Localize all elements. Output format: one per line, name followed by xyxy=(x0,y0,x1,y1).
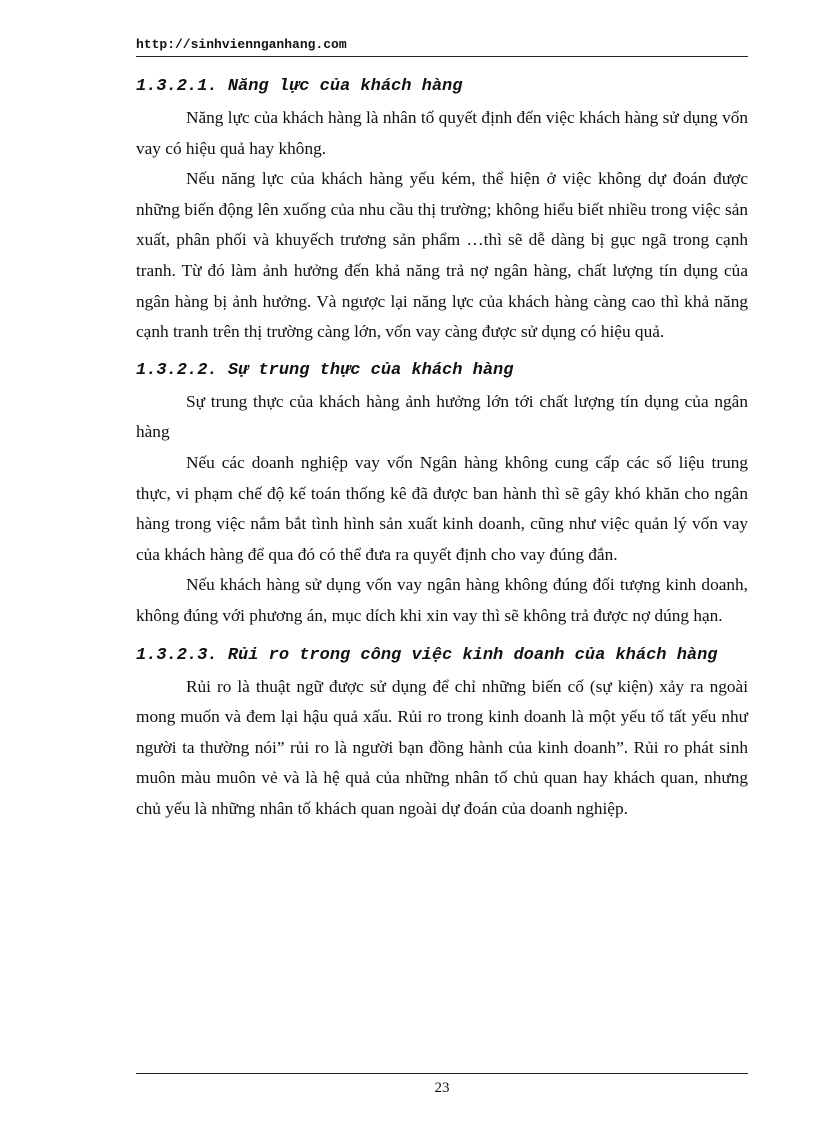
paragraph: Rủi ro là thuật ngữ được sử dụng để chỉ những biến cố (sự kiện) xảy ra ngoài mong muốn và đem lại hậu quả xấu. Rủi ro trong kinh doanh là một yếu tố tất yếu như người ta thường nói” rủi ro là người bạn đồng hành của kinh doanh”. Rủi ro phát sinh muôn màu muôn vẻ và là hệ quả của những nhân tố chủ quan hay khách quan, nhưng chủ yếu là những nhân tố khách quan ngoài dự đoán của doanh nghiệp. xyxy=(136,676,748,818)
section-heading-nang-luc: 1.3.2.1. Năng lực của khách hàng xyxy=(136,77,463,96)
page-number: 23 xyxy=(434,1080,450,1096)
footer-divider xyxy=(136,1073,748,1074)
section-heading-rui-ro: 1.3.2.3. Rủi ro trong công việc kinh doanh của khách hàng xyxy=(136,645,718,665)
paragraph: Sự trung thực của khách hàng ảnh hưởng lớn tới chất lượng tín dụng của ngân hàng xyxy=(136,391,748,442)
header-url: http://sinhviennganhang.com xyxy=(136,37,347,52)
paragraph: Nếu năng lực của khách hàng yếu kém, thể hiện ở việc không dự đoán được những biến động lên xuống của nhu cầu thị trường; không hiểu biết nhiều trong việc sản xuất, phân phối và khuyếch trương sản phẩm …thì sẽ dễ dàng bị gục ngã trong cạnh tranh. Từ đó làm ảnh hưởng đến khả năng trả nợ ngân hàng, chất lượng tín dụng của ngân hàng bị ảnh hưởng. Và ngược lại năng lực của khách hàng càng cao thì khả năng cạnh tranh trên thị trường càng lớn, vốn vay càng được sử dụng có hiệu quả. xyxy=(136,169,748,342)
paragraph: Năng lực của khách hàng là nhân tố quyết định đến việc khách hàng sử dụng vốn vay có hiệu quả hay không. xyxy=(136,108,748,158)
paragraph: Nếu khách hàng sử dụng vốn vay ngân hàng không đúng đối tượng kinh doanh, không đúng với phương án, mục dích khi xin vay thì sẽ không trả được nợ dúng hạn. xyxy=(136,575,748,625)
page-content xyxy=(136,70,748,824)
paragraph: Nếu các doanh nghiệp vay vốn Ngân hàng không cung cấp các số liệu trung thực, vi phạm chế độ kế toán thống kê đã được ban hành thì sẽ gây khó khăn cho ngân hàng trong việc nắm bắt tình hình sản xuất kinh doanh, cũng như việc quản lý vốn vay của khách hàng để qua đó có thể đưa ra quyết định cho vay đúng đắn. xyxy=(136,452,748,564)
header-divider xyxy=(136,56,748,57)
section-heading-trung-thuc: 1.3.2.2. Sự trung thực của khách hàng xyxy=(136,360,514,380)
